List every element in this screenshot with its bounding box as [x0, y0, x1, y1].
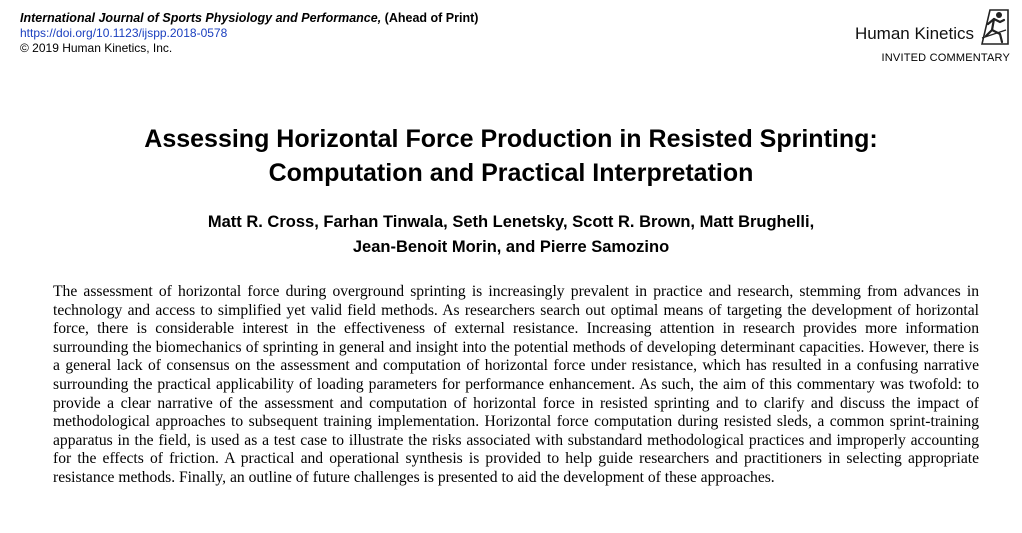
journal-citation — [20, 11, 478, 26]
author-list-line1: Matt R. Cross, Farhan Tinwala, Seth Lenetsky, Scott R. Brown, Matt Brughelli, — [207, 213, 815, 231]
runner-logo-icon — [980, 8, 1010, 46]
publication-status: (Ahead of Print) — [384, 11, 479, 25]
doi-link[interactable]: https://doi.org/10.1123/ijspp.2018-0578 — [20, 26, 228, 40]
abstract-text: The assessment of horizontal force during overground sprinting is increasingly prevalent in practice and research, stemming from advances in technology and access to simplified yet valid field methods. As researchers search out optimal means of targeting the development of horizontal force, there is considerable interest in the effectiveness of external resistance. Increasing attention in research provides more information surrounding the biomechanics of sprinting in general and insight into the potential methods of developing determinant capacities. However, there is a general lack of consensus on the assessment and computation of horizontal force under resistance, which has resulted in a confusing narrative surrounding the practical applicability of loading parameters for performance enhancement. As such, the aim of this commentary was twofold: to provide a clear narrative of the assessment and computation of horizontal force in resisted sprinting and to clarify and discuss the impact of methodological approaches to subsequent training implementation. Horizontal force computation during resisted sleds, a common sprint-training apparatus in the field, is used as a test case to illustrate the risks associated with substandard methodological practices and improperly accounting for the effects of friction. A practical and operational synthesis is provided to help guide researchers and practitioners in selecting appropriate resistance methods. Finally, an outline of future challenges is presented to aid the development of these approaches. — [53, 283, 979, 486]
journal-name: International Journal of Sports Physiology and Performance, — [20, 11, 382, 25]
author-list-line2: Jean-Benoit Morin, and Pierre Samozino — [352, 238, 670, 256]
copyright-notice: © 2019 Human Kinetics, Inc. — [20, 41, 173, 55]
publisher-name: Human Kinetics — [854, 24, 974, 43]
journal-header — [20, 11, 478, 56]
author-list — [0, 210, 1022, 260]
publisher-block — [855, 8, 1010, 64]
article-title-line2: Computation and Practical Interpretation — [268, 159, 754, 187]
article-title — [0, 122, 1022, 190]
article-type-label: INVITED COMMENTARY — [881, 52, 1010, 64]
article-title-line1: Assessing Horizontal Force Production in Resisted Sprinting: — [144, 125, 878, 153]
